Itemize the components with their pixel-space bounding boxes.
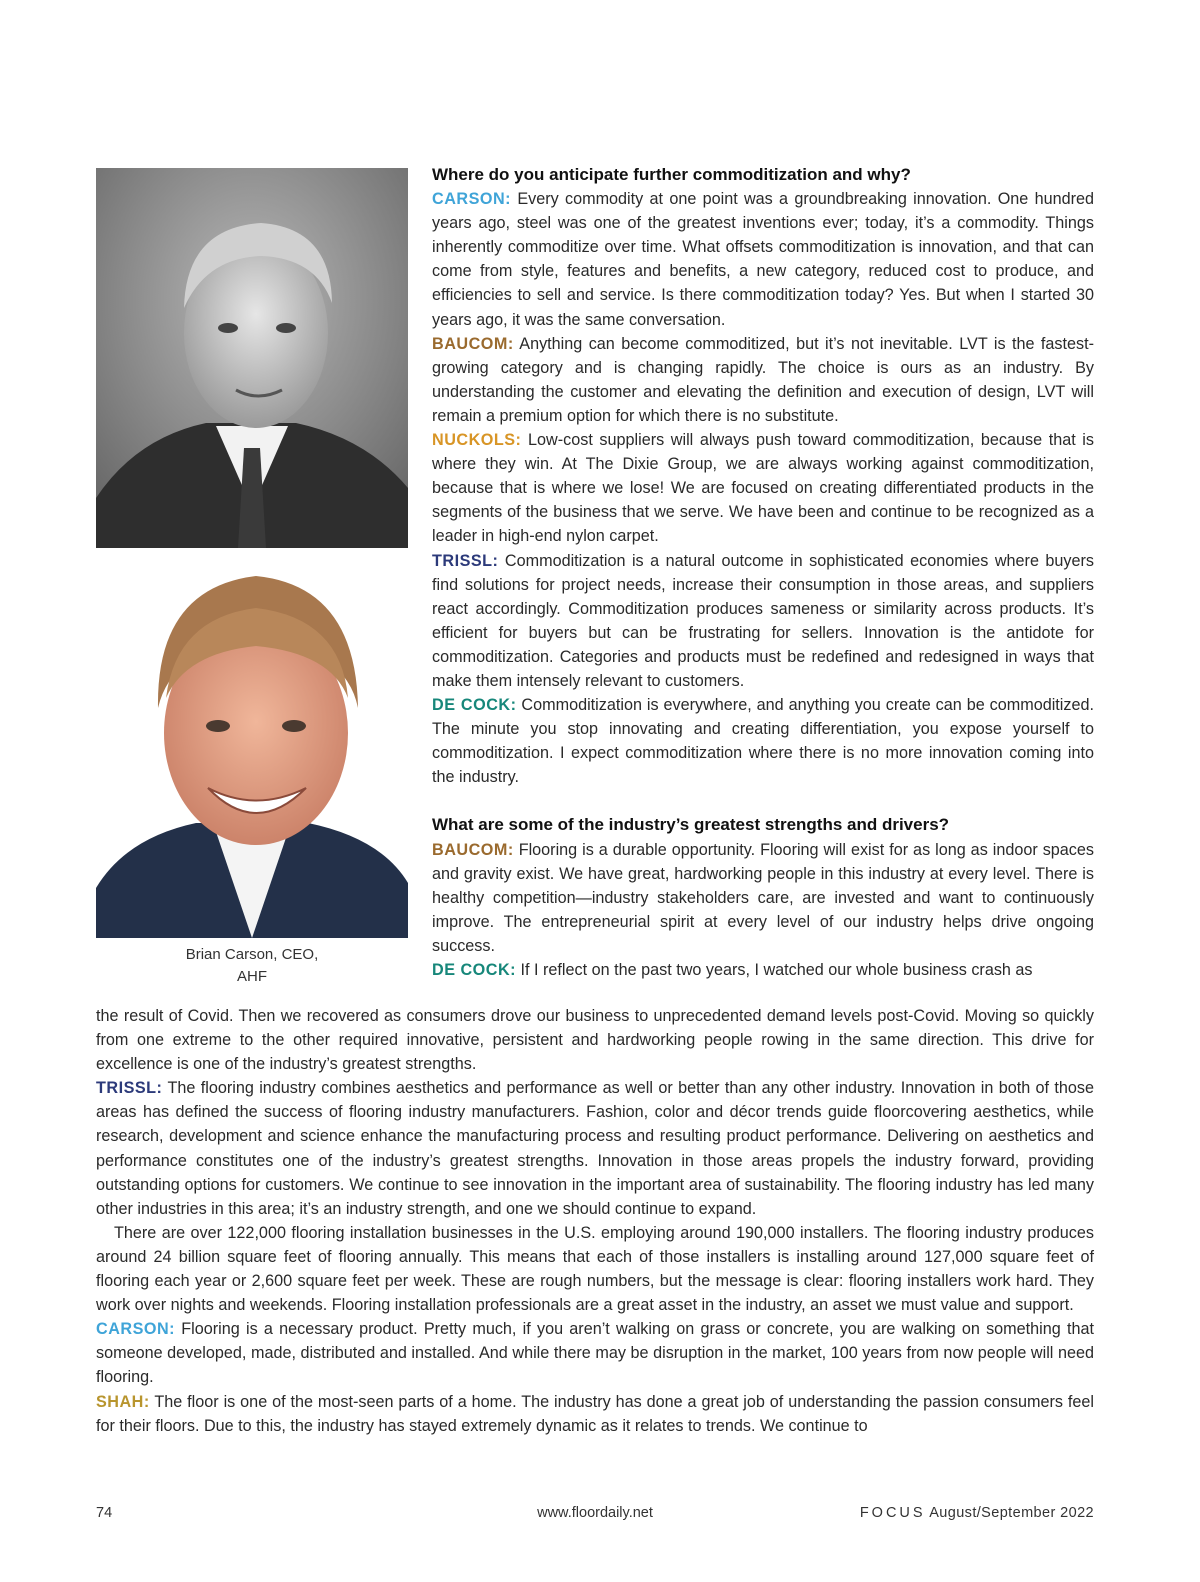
magazine-issue <box>860 1505 1094 1521</box>
answer-paragraph <box>432 838 1094 958</box>
question-heading: Where do you anticipate further commoditization and why? <box>432 165 911 184</box>
answer-paragraph <box>432 187 1094 332</box>
speaker-label: NUCKOLS: <box>432 431 522 450</box>
answer-text: The flooring industry combines aesthetics and performance as well or better than any other industry. Innovation in both of those areas has defined the success of flooring industry manufacturers. Fashion, color and décor trends guide floorcovering aesthetics, while research, development and science enhance the manufacturing process and resulting product performance. Delivering on aesthetics and performance constitutes one of the industry’s greatest strengths. Innovation in those areas propels the industry forward, providing outstanding options for customers. We continue to see innovation in the important area of sustainability. The flooring industry has led many other industries in this area; it’s an industry strength, and one we should continue to expand. <box>96 1079 1094 1218</box>
answer-paragraph <box>432 693 1094 789</box>
speaker-label: SHAH: <box>96 1392 150 1411</box>
answer-paragraph <box>432 549 1094 694</box>
page-number: 74 <box>96 1505 113 1521</box>
answer-paragraph <box>96 1317 1094 1389</box>
speaker-label: BAUCOM: <box>432 334 514 353</box>
speaker-label: DE COCK: <box>432 961 517 979</box>
speaker-label: CARSON: <box>96 1320 176 1339</box>
website-url: www.floordaily.net <box>537 1505 653 1521</box>
portrait-photo-color <box>96 568 408 938</box>
answer-text: If I reflect on the past two years, I watched our whole business crash as <box>516 961 1033 979</box>
photo-caption <box>96 944 408 988</box>
answer-paragraph: the result of Covid. Then we recovered as consumers drove our business to unprecedented demand levels post-Covid. Moving so quickly from one extreme to the other required innovative, persistent and hardworking people rowing in the same direction. This drive for excellence is one of the industry’s greatest strengths. <box>96 1007 1094 1074</box>
answer-paragraph <box>432 428 1094 548</box>
speaker-label: TRISSL: <box>96 1079 163 1098</box>
speaker-label: TRISSL: <box>432 551 499 570</box>
answer-paragraph <box>432 958 1094 982</box>
answer-paragraph <box>96 1076 1094 1221</box>
answer-text: Flooring is a necessary product. Pretty much, if you aren’t walking on grass or concrete, you are walking on something that someone developed, made, distributed and installed. And while there may be disruption in the market, 100 years from now people will need flooring. <box>96 1320 1094 1387</box>
answer-paragraph: There are over 122,000 flooring installation businesses in the U.S. employing around 190,000 installers. The flooring industry produces around 24 billion square feet of flooring annually. This means that each of those installers is installing around 127,000 square feet of flooring each year or 2,600 square feet per week. These are rough numbers, but the message is clear: flooring installers work hard. They work over nights and weekends. Flooring installation professionals are a great asset in the industry, an asset we must value and support. <box>96 1223 1094 1315</box>
speaker-label: DE COCK: <box>432 696 517 715</box>
issue-date: August/September 2022 <box>925 1505 1094 1521</box>
speaker-label: CARSON: <box>432 190 512 209</box>
magazine-name: FOCUS <box>859 1505 926 1521</box>
answer-text: Low-cost suppliers will always push toward commoditization, because that is where they win. At The Dixie Group, we are always working against commoditization, because that is where we lose! We are focused on creating differentiated products in the segments of the business that we serve. We have been and continue to be recognized as a leader in high-end nylon carpet. <box>432 431 1094 546</box>
answer-text: Commoditization is everywhere, and anything you create can be commoditized. The minute you stop innovating and creating differentiation, you expose yourself to commoditization. I expect commoditization where there is no more innovation coming into the industry. <box>432 696 1094 787</box>
answer-text: Every commodity at one point was a groundbreaking innovation. One hundred years ago, steel was one of the greatest inventions ever; today, it’s a commodity. Things inherently commoditize over time. What offsets commoditization is innovation, and that can come from style, features and benefits, a new category, reduced cost to produce, and efficiencies to sell and service. Is there commoditization today? Yes. But when I started 30 years ago, it was the same conversation. <box>432 190 1094 329</box>
answer-text: Flooring is a durable opportunity. Flooring will exist for as long as indoor spaces and gravity exist. We have great, hardworking people in this industry at every level. There is healthy competition—industry stakeholders care, are invested and want to continuously improve. The entrepreneurial spirit at every level of our industry helps drive ongoing success. <box>432 840 1094 955</box>
portrait-photo-bw <box>96 168 408 548</box>
answer-text: Commoditization is a natural outcome in sophisticated economies where buyers find solutions for project needs, increase their consumption in those areas, and suppliers react accordingly. Commoditization produces sameness or similarity across products. It’s efficient for buyers but can be frustrating for sellers. Innovation is the antidote for commoditization. Categories and products must be redefined and redesigned in ways that make them intensely relevant to customers. <box>432 551 1094 690</box>
answer-paragraph <box>96 1390 1094 1438</box>
answer-paragraph <box>432 332 1094 428</box>
page-footer <box>96 1505 1094 1525</box>
answer-text: Anything can become commoditized, but it’s not inevitable. LVT is the fastest-growing category and is changing rapidly. The choice is ours as an industry. By understanding the customer and elevating the definition and execution of design, LVT will remain a premium option for which there is no substitute. <box>432 334 1094 425</box>
article-full-width <box>96 1004 1094 1438</box>
speaker-label: BAUCOM: <box>432 840 514 859</box>
caption-line-2: AHF <box>237 968 267 985</box>
answer-text: The floor is one of the most-seen parts of a home. The industry has done a great job of understanding the passion consumers feel for their floors. Due to this, the industry has stayed extremely dynamic as it relates to trends. We continue to <box>96 1392 1094 1435</box>
article-column <box>432 163 1094 982</box>
question-heading: What are some of the industry’s greatest strengths and drivers? <box>432 815 950 835</box>
caption-line-1: Brian Carson, CEO, <box>185 946 319 963</box>
